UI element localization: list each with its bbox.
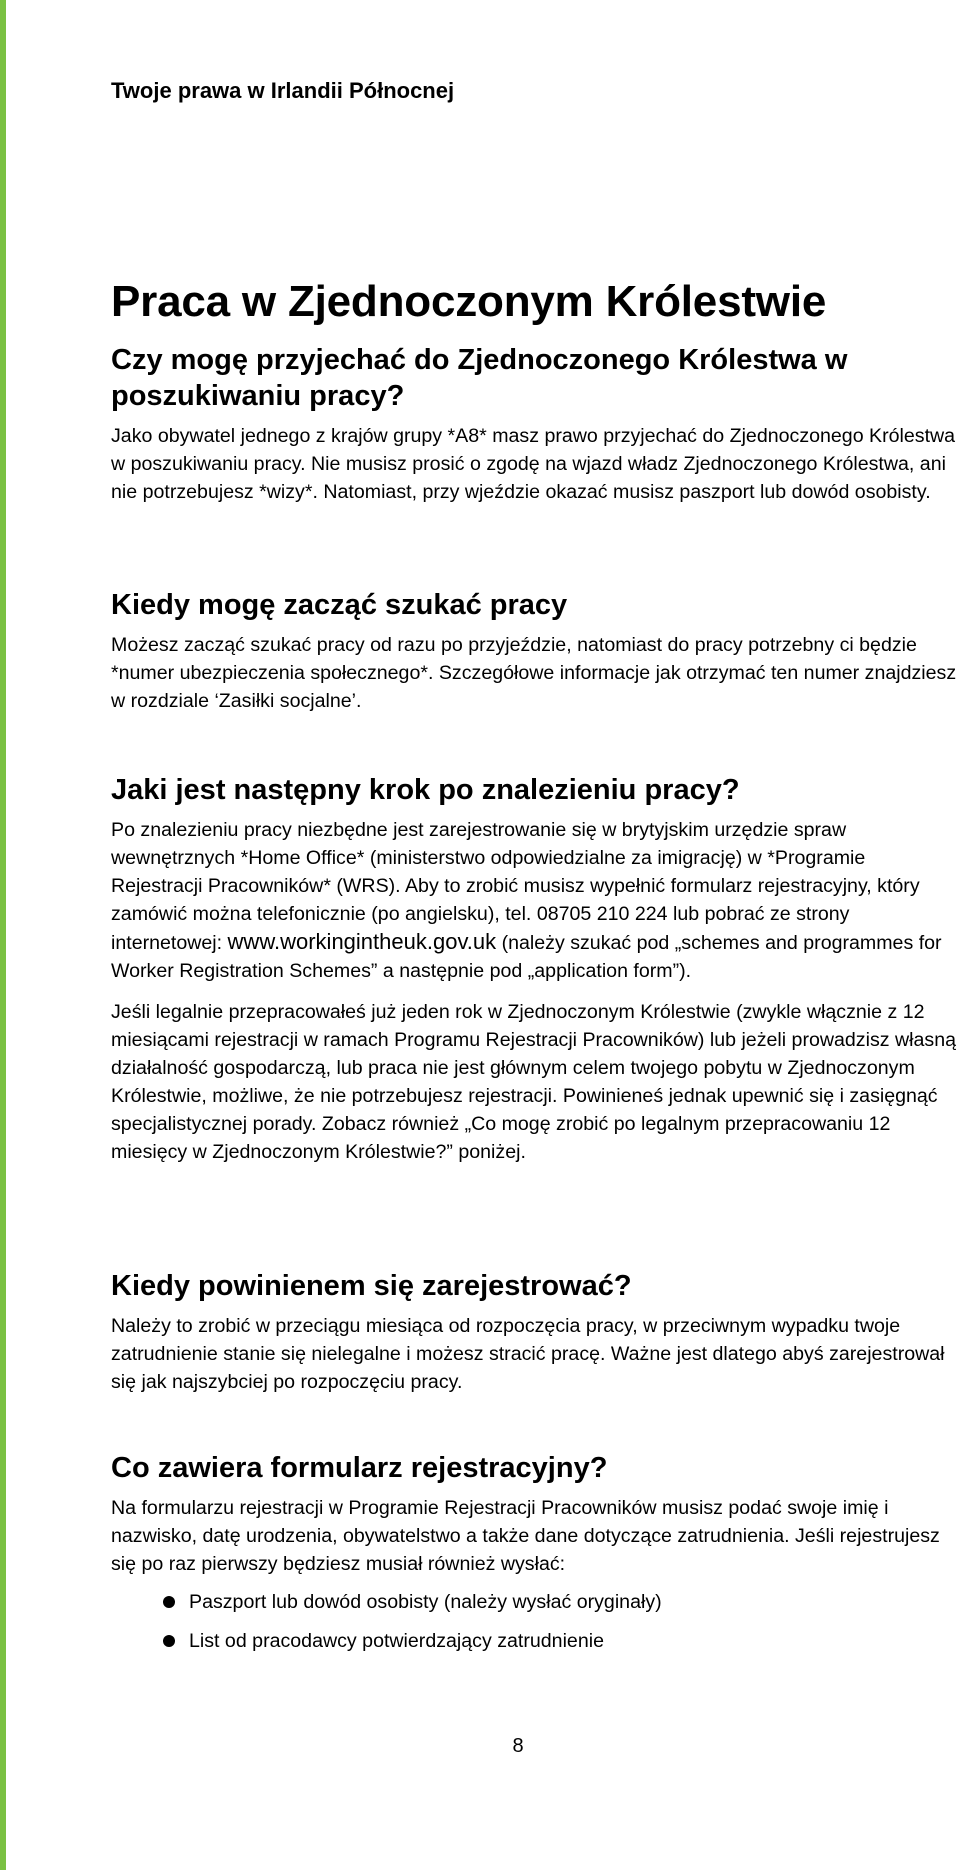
list-item: [111, 1588, 960, 1616]
running-header: Twoje prawa w Irlandii Północnej: [111, 78, 455, 103]
section-paragraph: Jako obywatel jednego z krajów grupy *A8* masz prawo przyjechać do Zjednoczonego Królestwa w poszukiwaniu pracy. Nie musisz prosić o zgodę na wjazd władz Zjednoczonego Królestwa, ani nie potrzebujesz *wizy*. Natomiast, przy wjeździe okazać musisz paszport lub dowód osobisty.: [111, 425, 956, 503]
section-heading: Czy mogę przyjechać do Zjednoczonego Królestwa w poszukiwaniu pracy?: [111, 344, 848, 412]
section-paragraph: Należy to zrobić w przeciągu miesiąca od rozpoczęcia pracy, w przeciwnym wypadku twoje zatrudnienie stanie się nielegalne i możesz stracić pracę. Ważne jest dlatego abyś zarejestrował się jak najszybciej po rozpoczęciu pracy.: [111, 1315, 945, 1393]
section-heading: Kiedy mogę zacząć szukać pracy: [111, 589, 568, 621]
section-heading: Co zawiera formularz rejestracyjny?: [111, 1452, 608, 1484]
bullet-list: [111, 1588, 960, 1655]
section-can-i-come: [111, 342, 960, 506]
bullet-icon: [163, 1635, 175, 1647]
section-paragraph: Możesz zacząć szukać pracy od razu po przyjeździe, natomiast do pracy potrzebny ci będzie *numer ubezpieczenia społecznego*. Szczegółowe informacje jak otrzymać ten numer znajdziesz w rozdziale ‘Zasiłki socjalne’.: [111, 634, 957, 712]
list-item: [111, 1627, 960, 1655]
chapter-title: Praca w Zjednoczonym Królestwie: [111, 277, 827, 327]
section-when-start-looking: [111, 587, 960, 715]
section-form-contents: [111, 1450, 960, 1666]
green-margin-bar: [0, 0, 6, 1870]
website-link[interactable]: www.workingintheuk.gov.uk: [227, 929, 497, 954]
paragraph-text: (należy szukać pod „schemes and programmes for Worker Registration Schemes” a następnie pod „application form”).: [111, 932, 942, 982]
section-paragraph: [111, 816, 960, 985]
paragraph-text: Po znalezieniu pracy niezbędne jest zarejestrowanie się w brytyjskim urzędzie spraw wewnętrznych *Home Office* (ministerstwo odpowiedzialne za imigrację) w *Programie Rejestracji Pracowników* (WRS). Aby to zrobić musisz wypełnić formularz rejestracyjny, który zamówić można telefonicznie (po angielsku), tel. 08705 210 224 lub pobrać ze strony internetowej:: [111, 819, 920, 954]
section-when-register: [111, 1268, 960, 1396]
page-number: 8: [512, 1735, 524, 1757]
section-heading: Kiedy powinienem się zarejestrować?: [111, 1270, 632, 1302]
section-heading: Jaki jest następny krok po znalezieniu pracy?: [111, 774, 740, 806]
list-item-text: List od pracodawcy potwierdzający zatrudnienie: [189, 1630, 604, 1652]
section-next-step: [111, 772, 960, 1166]
section-paragraph: Na formularzu rejestracji w Programie Rejestracji Pracowników musisz podać swoje imię i nazwisko, datę urodzenia, obywatelstwo a także dane dotyczące zatrudnienia. Jeśli rejestrujesz się po raz pierwszy będziesz musiał również wysłać:: [111, 1497, 940, 1575]
list-item-text: Paszport lub dowód osobisty (należy wysłać oryginały): [189, 1591, 662, 1613]
section-paragraph: Jeśli legalnie przepracowałeś już jeden rok w Zjednoczonym Królestwie (zwykle włącznie z 12 miesiącami rejestracji w ramach Programu Rejestracji Pracowników) lub jeżeli prowadzisz własną działalność gospodarczą, lub praca nie jest głównym celem twojego pobytu w Zjednoczonym Królestwie, możliwe, że nie potrzebujesz rejestracji. Powinieneś jednak upewnić się i zasięgnąć specjalistycznej porady. Zobacz również „Co mogę zrobić po legalnym przepracowaniu 12 miesięcy w Zjednoczonym Królestwie?” poniżej.: [111, 1001, 956, 1163]
bullet-icon: [163, 1596, 175, 1608]
